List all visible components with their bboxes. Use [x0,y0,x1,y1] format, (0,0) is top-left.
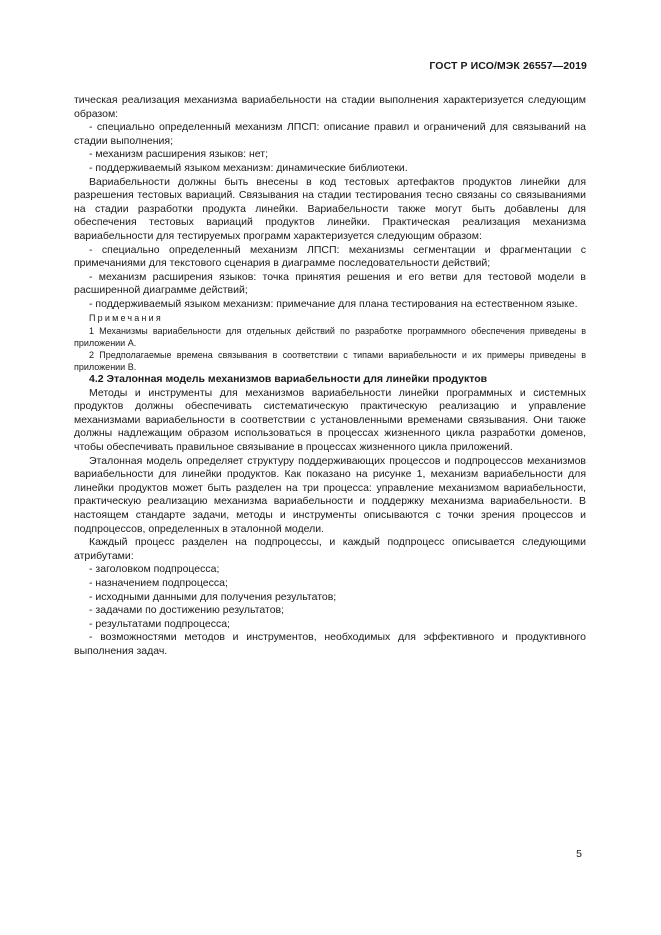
notes-title: Примечания [89,312,163,323]
list-item: - механизм расширения языков: точка принятия решения и его ветви для тестовой модели в расширенной диаграмме действий; [74,270,586,297]
list-item: - назначением подпроцесса; [89,577,228,589]
note-item: 2 Предполагаемые времена связывания в соответствии с типами вариабельности и их примеры приведены в приложении В. [74,350,586,373]
list-item: - специально определенный механизм ЛПСП: механизмы сегментации и фрагментации с примечаниями для текстового сценария в диаграмме последовательности действий; [74,243,586,270]
list-item: - возможностями методов и инструментов, необходимых для эффективного и продуктивного выполнения задач. [74,631,586,657]
section-heading: 4.2 Эталонная модель механизмов вариабельности для линейки продуктов [89,373,488,386]
list-item: - механизм расширения языков: нет; [89,148,269,161]
list-item: - результатами подпроцесса; [89,617,230,630]
list-item: - заголовком подпроцесса; [89,563,220,576]
standard-code: ГОСТ Р ИСО/МЭК 26557—2019 [429,60,587,72]
list-item: - поддерживаемый языком механизм: динамические библиотеки. [89,161,408,174]
list-item: - задачами по достижению результатов; [89,604,285,617]
list-item: - исходными данными для получения результатов; [89,590,337,603]
paragraph: Вариабельности должны быть внесены в код тестовых артефактов продуктов линейки для разрешения тестовых вариаций. Связывания на стадии тестирования тесно связаны со связываниями на стадии разработки продукта линейки. Вариабельности также могут быть добавлены для обеспечения тестовых вариаций продуктов линейки. Практическая реализация механизма вариабельности для тестируемых программ характеризуется следующим образом: [74,175,586,242]
page-content [74,94,586,659]
paragraph: Методы и инструменты для механизмов вариабельности линейки программных и системных продуктов должны обеспечивать систематическую практическую реализацию и управление механизмами вариабельности в соответствии с установленными временами связывания. Они также должны надлежащим образом использоваться в процессах жизненного цикла разработки доменов, чтобы обеспечивать правильное связывание в процессах жизненного цикла приложений. [74,386,586,454]
list-item: - поддерживаемый языком механизм: примечание для плана тестирования на естественном языке. [89,297,578,310]
list-item: - специально определенный механизм ЛПСП: описание правил и ограничений для связываний на стадии выполнения; [74,121,586,147]
note-item: 1 Механизмы вариабельности для отдельных действий по разработке программного обеспечения приведены в приложении А. [74,326,586,349]
paragraph: Каждый процесс разделен на подпроцессы, и каждый подпроцесс описывается следующими атрибутами: [74,536,586,562]
paragraph-continuation: тическая реализация механизма вариабельности на стадии выполнения характеризуется следующим образом: [74,94,586,120]
page-number: 5 [576,848,582,860]
paragraph: Эталонная модель определяет структуру поддерживающих процессов и подпроцессов механизмов вариабельности для линейки продуктов. Как показано на рисунке 1, механизм вариабельности для линейки продуктов может быть разделен на три процесса: управление механизмом вариабельности, практическую реализацию механизма вариабельности и поддержку механизма вариабельности. В настоящем стандарте задачи, методы и инструменты описываются с точки зрения процессов и подпроцессов, определенных в эталонной модели. [74,454,586,535]
